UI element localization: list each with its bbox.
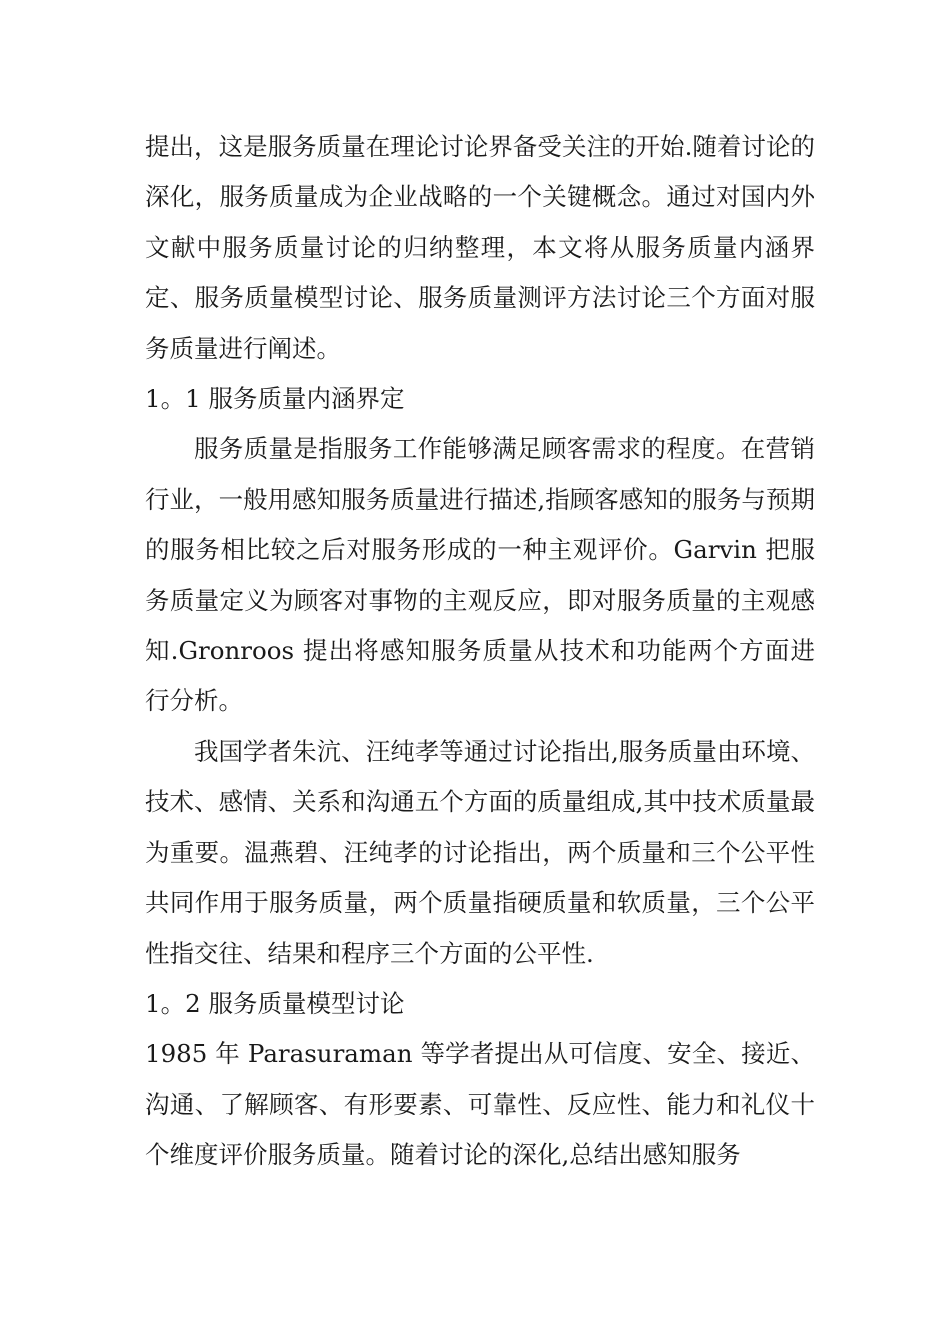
section-heading-service-quality-definition: 1。1 服务质量内涵界定 xyxy=(145,384,405,414)
document-body xyxy=(145,122,815,1181)
section-heading-service-quality-models: 1。2 服务质量模型讨论 xyxy=(145,988,405,1018)
paragraph-parasuraman-model: 1985 年 Parasuraman 等学者提出从可信度、安全、接近、沟通、了解顾客、有形要素、可靠性、反应性、能力和礼仪十个维度评价服务质量。随着讨论的深化,总结出感知服务 xyxy=(145,1039,815,1170)
paragraph-domestic-scholars: 我国学者朱沆、汪纯孝等通过讨论指出,服务质量由环境、技术、感情、关系和沟通五个方面的质量组成,其中技术质量最为重要。温燕碧、汪纯孝的讨论指出，两个质量和三个公平性共同作用于服务质量，两个质量指硬质量和软质量，三个公平性指交往、结果和程序三个方面的公平性. xyxy=(145,736,815,968)
paragraph-service-quality-definition: 服务质量是指服务工作能够满足顾客需求的程度。在营销行业，一般用感知服务质量进行描述,指顾客感知的服务与预期的服务相比较之后对服务形成的一种主观评价。Garvin 把服务质量定义为顾客对事物的主观反应，即对服务质量的主观感知.Gronroos 提出将感知服务质量从技术和功能两个方面进行分析。 xyxy=(145,434,815,716)
paragraph-intro-continuation: 提出，这是服务质量在理论讨论界备受关注的开始.随着讨论的深化，服务质量成为企业战略的一个关键概念。通过对国内外文献中服务质量讨论的归纳整理，本文将从服务质量内涵界定、服务质量模型讨论、服务质量测评方法讨论三个方面对服务质量进行阐述。 xyxy=(145,132,815,363)
